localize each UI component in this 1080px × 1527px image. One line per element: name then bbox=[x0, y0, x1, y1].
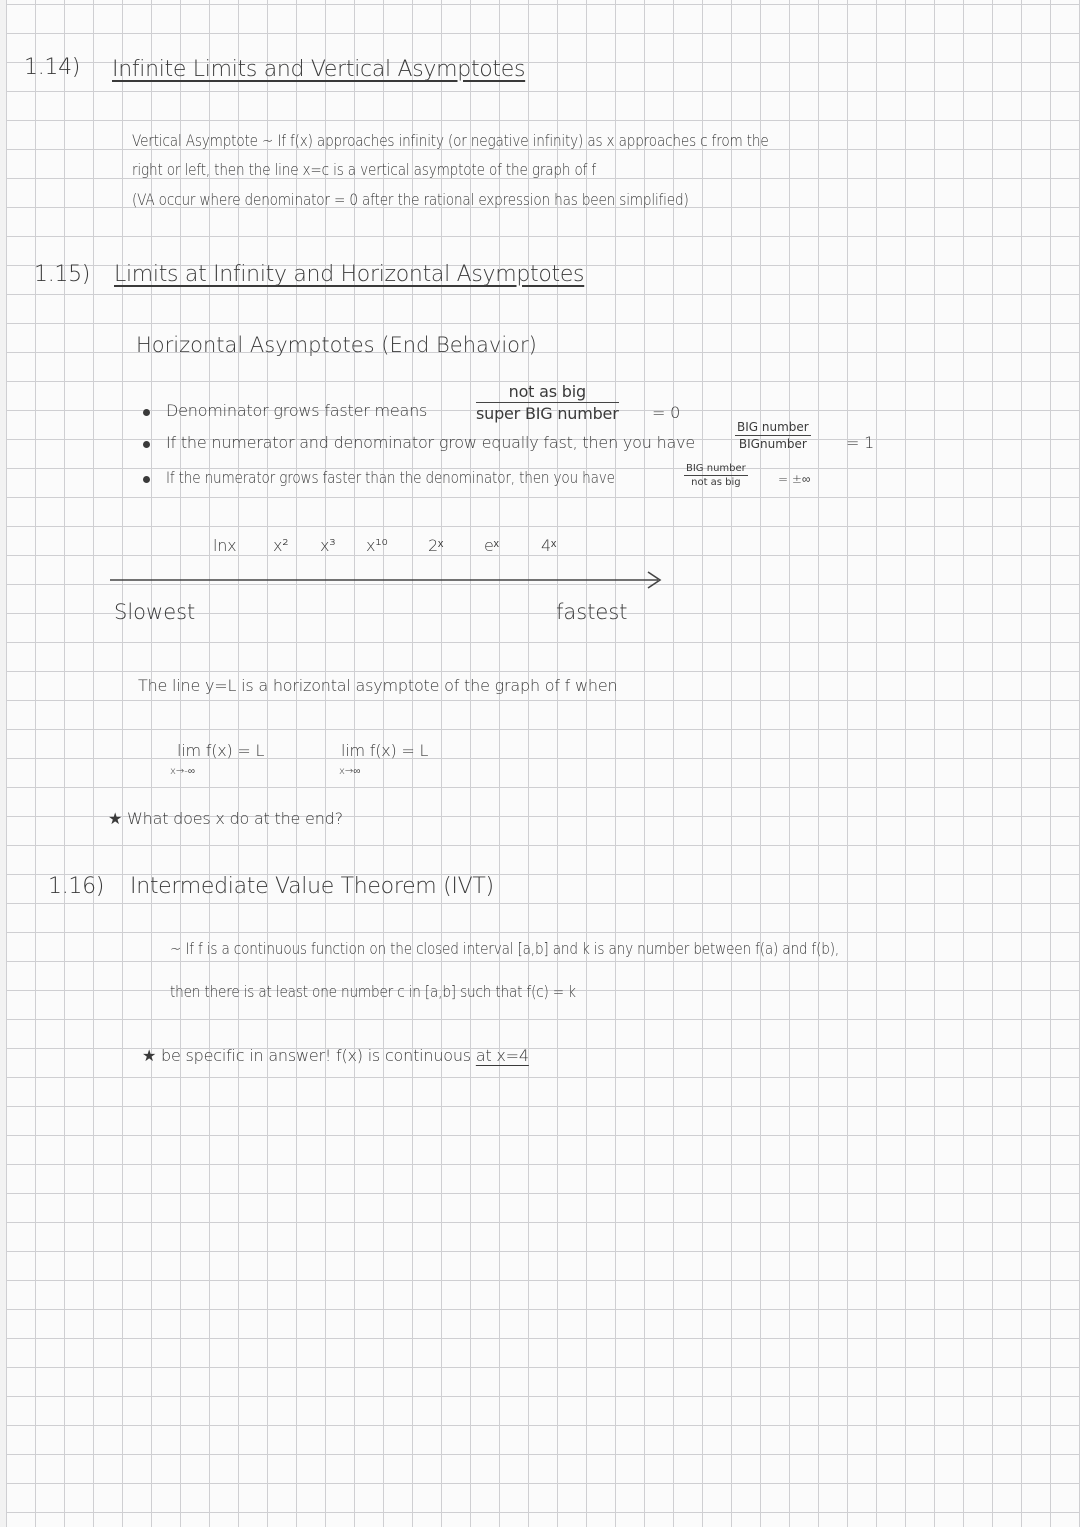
fastest-label: fastest bbox=[556, 600, 628, 624]
limit-right-expression: lim f(x) = L bbox=[341, 741, 429, 760]
vertical-asymptote-line-3: (VA occur where denominator = 0 after the rational expression has been simplified) bbox=[132, 190, 689, 209]
bullet-1-fraction bbox=[476, 382, 619, 423]
end-behavior-note: ★ What does x do at the end? bbox=[108, 809, 343, 828]
slowest-label: Slowest bbox=[114, 600, 196, 624]
bullet-3-fraction bbox=[684, 463, 748, 488]
bullet-dot bbox=[143, 409, 150, 416]
bullet-3-result: = ±∞ bbox=[778, 472, 811, 486]
section-number-1-14: 1.14) bbox=[24, 55, 81, 80]
bullet-1-result: = 0 bbox=[652, 403, 681, 422]
growth-term-ex: eˣ bbox=[484, 536, 499, 555]
growth-term-2x: 2ˣ bbox=[428, 536, 444, 555]
growth-term-x2: x² bbox=[273, 536, 289, 555]
section-number-1-15: 1.15) bbox=[34, 262, 91, 287]
ivt-note-text: ★ be specific in answer! f(x) is continuous bbox=[142, 1046, 471, 1065]
bullet-2-numerator: BIG number bbox=[737, 420, 809, 434]
bullet-3-numerator: BIG number bbox=[686, 463, 746, 474]
limit-left-expression: lim f(x) = L bbox=[177, 741, 265, 760]
bullet-1-text: Denominator grows faster means bbox=[166, 401, 428, 420]
limit-left-subscript: x→-∞ bbox=[170, 766, 196, 777]
bullet-2-fraction bbox=[735, 420, 811, 451]
bullet-3-denominator: not as big bbox=[691, 477, 741, 488]
bullet-2-result: = 1 bbox=[846, 433, 875, 452]
horizontal-asymptotes-subtitle: Horizontal Asymptotes (End Behavior) bbox=[136, 333, 537, 357]
bullet-dot bbox=[143, 476, 150, 483]
section-title-1-14: Infinite Limits and Vertical Asymptotes bbox=[112, 57, 526, 82]
ivt-line-1: ~ If f is a continuous function on the closed interval [a,b] and k is any number between f(a) and f(b), bbox=[170, 939, 840, 958]
horizontal-asymptote-statement: The line y=L is a horizontal asymptote of the graph of f when bbox=[138, 676, 618, 695]
vertical-asymptote-line-2: right or left, then the line x=c is a vertical asymptote of the graph of f bbox=[132, 160, 597, 179]
bullet-dot bbox=[143, 441, 150, 448]
page-edge bbox=[0, 0, 6, 1527]
bullet-3-text: If the numerator grows faster than the denominator, then you have bbox=[166, 468, 615, 487]
section-number-1-16: 1.16) bbox=[48, 874, 105, 899]
growth-term-x3: x³ bbox=[320, 536, 336, 555]
limit-right-subscript: x→∞ bbox=[339, 766, 361, 777]
growth-term-4x: 4ˣ bbox=[541, 536, 557, 555]
section-title-1-15: Limits at Infinity and Horizontal Asymptotes bbox=[114, 262, 585, 287]
growth-term-x10: x¹⁰ bbox=[366, 536, 388, 555]
growth-rate-arrow bbox=[110, 568, 670, 592]
bullet-2-denominator: BIGnumber bbox=[738, 437, 807, 451]
ivt-line-2: then there is at least one number c in [a,b] such that f(c) = k bbox=[170, 982, 576, 1001]
ivt-note bbox=[142, 1046, 529, 1065]
bullet-2-text: If the numerator and denominator grow equally fast, then you have bbox=[166, 433, 696, 452]
bullet-1-denominator: super BIG number bbox=[476, 404, 619, 423]
bullet-1-numerator: not as big bbox=[476, 382, 619, 403]
vertical-asymptote-line-1: Vertical Asymptote ~ If f(x) approaches infinity (or negative infinity) as x approaches c from the bbox=[132, 131, 769, 150]
ivt-note-emphasis: at x=4 bbox=[475, 1046, 529, 1065]
growth-term-lnx: lnx bbox=[213, 536, 237, 555]
section-title-1-16: Intermediate Value Theorem (IVT) bbox=[130, 874, 494, 899]
